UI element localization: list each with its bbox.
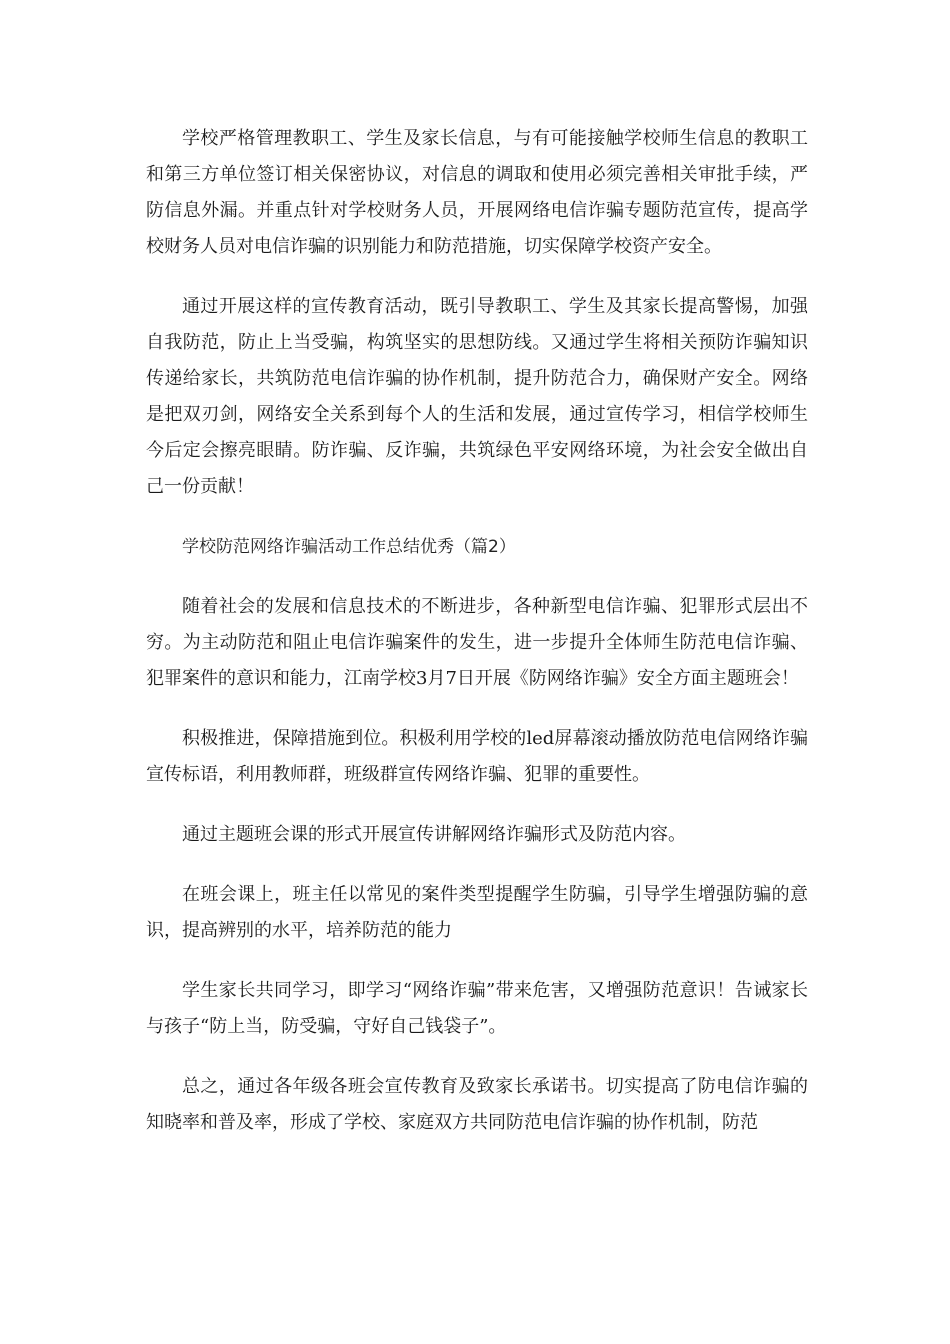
paragraph-education-effect: 通过开展这样的宣传教育活动，既引导教职工、学生及其家长提高警惕，加强自我防范，防止上当受骗，构筑坚实的思想防线。又通过学生将相关预防诈骗知识传递给家长，共筑防范电信诈骗的协作机制，提升防范合力，确保财产安全。网络是把双刃剑，网络安全关系到每个人的生活和发展，通过宣传学习，相信学校师生今后定会擦亮眼睛。防诈骗、反诈骗，共筑绿色平安网络环境，为社会安全做出自己一份贡献！ [146, 296, 808, 497]
paragraph-promotion: 积极推进，保障措施到位。积极利用学校的led屏幕滚动播放防范电信网络诈骗宣传标语，利用教师群，班级群宣传网络诈骗、犯罪的重要性。 [146, 728, 808, 785]
paragraph-teacher-guidance: 在班会课上，班主任以常见的案件类型提醒学生防骗，引导学生增强防骗的意识，提高辨别的水平，培养防范的能力 [146, 884, 808, 941]
document-page [146, 121, 808, 1165]
section-heading: 学校防范网络诈骗活动工作总结优秀（篇2） [182, 537, 516, 557]
paragraph-background: 随着社会的发展和信息技术的不断进步，各种新型电信诈骗、犯罪形式层出不穷。为主动防范和阻止电信诈骗案件的发生，进一步提升全体师生防范电信诈骗、犯罪案件的意识和能力，江南学校3月7日开展《防网络诈骗》安全方面主题班会！ [146, 596, 808, 689]
paragraph-confidentiality: 学校严格管理教职工、学生及家长信息，与有可能接触学校师生信息的教职工和第三方单位签订相关保密协议，对信息的调取和使用必须完善相关审批手续，严防信息外漏。并重点针对学校财务人员，开展网络电信诈骗专题防范宣传，提高学校财务人员对电信诈骗的识别能力和防范措施，切实保障学校资产安全。 [146, 128, 808, 257]
paragraph-class-meeting: 通过主题班会课的形式开展宣传讲解网络诈骗形式及防范内容。 [182, 824, 686, 845]
paragraph-parents-learning: 学生家长共同学习，即学习“网络诈骗”带来危害，又增强防范意识！告诫家长与孩子“防上当，防受骗，守好自己钱袋子”。 [146, 980, 808, 1037]
paragraph-conclusion: 总之，通过各年级各班会宣传教育及致家长承诺书。切实提高了防电信诈骗的知晓率和普及率，形成了学校、家庭双方共同防范电信诈骗的协作机制，防范 [146, 1076, 808, 1133]
